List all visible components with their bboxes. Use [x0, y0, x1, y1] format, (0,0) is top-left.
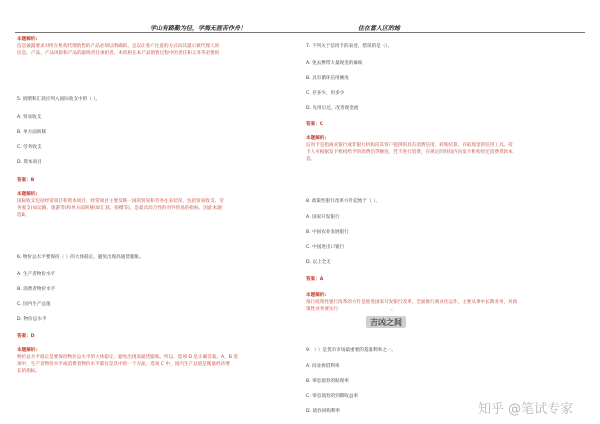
right-line: 答案：C [306, 122, 324, 127]
left-line: 信息披露要求对所在机构代理销售的产品必须以明确的、足以让客户注意的方式向其提示被代理人的 [17, 44, 220, 49]
right-line: C. 零息债券的到期收益率 [306, 394, 359, 399]
right-line: 9. （ ）是货币市场最重要的基准利率之一。 [306, 348, 396, 353]
right-line: D. 债券回购利率 [306, 409, 341, 414]
right-line: A. 免去携带大量现金的麻烦 [306, 61, 363, 66]
right-line: A. 国家开发银行 [306, 215, 340, 220]
right-line: 。 [391, 307, 396, 312]
left-line: 答案：D [17, 334, 35, 339]
header-divider [15, 32, 585, 33]
left-line: 答案：B [17, 178, 35, 183]
left-line: 国际收支包括经常项目和资本项目，经常项目主要反映一国的贸易和劳务往来状况，包括贸易收支、劳 [17, 199, 224, 204]
right-line: D. 先用后还，改善现金流 [306, 106, 359, 111]
stamp-text: 吉凶之间 [370, 317, 402, 327]
left-line: 信息。 [17, 51, 31, 56]
right-line: B. 零息债券的贴现率 [306, 379, 349, 384]
left-line: 务收支(如运输、旅游等)和单方面转移(如汇款、捐赠等)，是最具综合性的对外贸易的指标，因此本题 [17, 206, 222, 211]
right-line: C. 存多少，用多少 [306, 91, 345, 96]
left-line: B. 消费者物价水平 [17, 287, 56, 292]
left-line: 5. 捐赠和汇款应列入国际收支中的（ ）。 [17, 97, 101, 102]
right-line: 息。 [306, 157, 316, 162]
right-line: 7. 下列关于信用卡的表述，错误的是（）。 [306, 44, 393, 49]
left-line: A. 生产者物价水平 [17, 272, 56, 277]
right-line: 推行政策性银行改革的方针是推进国家开发银行改革，全面推行商业化运作，主要从事中长期业务，对政 [306, 300, 518, 305]
right-line: 答案：A [306, 277, 324, 282]
header-motto: 学山有路勤为径，学海无涯苦作舟！ [150, 25, 247, 32]
left-line: B. 单方面转移 [17, 130, 47, 135]
header-author: 住在富人区的她 [358, 25, 401, 32]
left-line: 物价总水平稳定是要保持物价总水平的大体稳定，避免出现高通货膨胀。所以，选项 D 是正确答案。A、B 选 [17, 355, 238, 360]
right-line: 信用卡是指商业银行或非银行机构向其客户提供的具有消费信用、转账结算、存取现金的信用工具。持 [306, 143, 513, 148]
right-line: 卡人可根据发卡机构给予的消费信贷额度，凭卡进行消费，在规定的时间内向发卡机构偿还消费贷款本 [306, 150, 513, 155]
left-line: C. 劳务收支 [17, 145, 42, 150]
left-line: 产品、产品风险和产品的最终责任承担者、本机构在本产品销售过程中的责任和义务等必要的 [31, 51, 220, 56]
left-line: D. 资本项目 [17, 160, 42, 165]
left-line: 本题解析: [17, 348, 38, 353]
left-line: 本题解析: [17, 37, 38, 42]
left-line: D. 物价总水平 [17, 317, 47, 322]
right-line: B. 具有循环信用额度 [306, 76, 349, 81]
right-line: B. 中国农业发展银行 [306, 230, 349, 235]
left-line: 选B。 [17, 213, 30, 218]
right-line: A. 同业拆借利率 [306, 364, 340, 369]
right-line: 8. 政策性银行改革方针起始于（ ）。 [306, 199, 380, 204]
right-line: C. 中国进出口银行 [306, 245, 345, 250]
right-line: D. 以上全无 [306, 260, 331, 265]
right-line: 本题解析: [306, 136, 327, 141]
left-line: A. 贸易收支 [17, 115, 42, 120]
left-line: 项中，生产者物价水平或消费者物价水平都仅是其中的一个方面，选项 C 中，国内生产总值是衡量经济增 [17, 362, 230, 367]
left-line: 本题解析: [17, 192, 38, 197]
right-line: 本题解析: [306, 293, 327, 298]
left-line: 长的指标。 [17, 369, 40, 374]
right-line: 策性业务要实行 [306, 307, 339, 312]
site-watermark: 知乎 @笔试专家 [478, 402, 574, 417]
left-line: 6. 物价总水平要保持（ ）的大体稳定，避免出现高通货膨胀。 [17, 255, 144, 260]
left-line: C. 国内生产总值 [17, 302, 51, 307]
